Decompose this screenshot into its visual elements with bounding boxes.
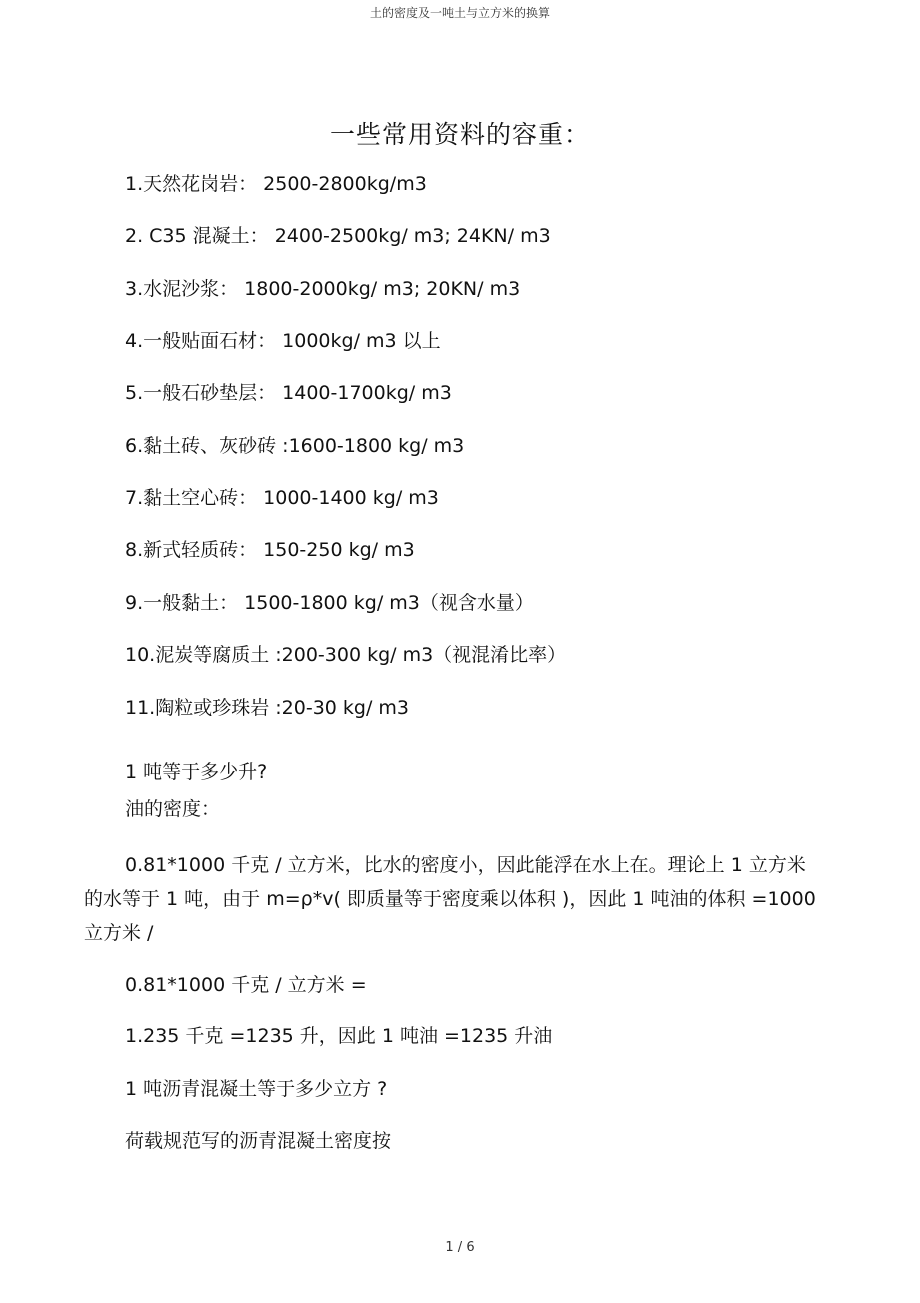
list-item: 6.黏土砖、灰砂砖 :1600-1800 kg/ m3 — [125, 435, 465, 457]
list-item: 2. C35 混凝土： 2400-2500kg/ m3; 24KN/ m3 — [125, 225, 551, 247]
list-item: 5.一般石砂垫层： 1400-1700kg/ m3 — [125, 382, 452, 404]
page-number: 1 / 6 — [445, 1240, 475, 1255]
list-item: 3.水泥沙浆： 1800-2000kg/ m3; 20KN/ m3 — [125, 278, 521, 300]
list-item: 11.陶粒或珍珠岩 :20-30 kg/ m3 — [125, 697, 410, 719]
list-item: 7.黏土空心砖： 1000-1400 kg/ m3 — [125, 487, 439, 509]
oil-density-paragraph: 0.81*1000 千克 / 立方米，比水的密度小，因此能浮在水上在。理论上 1 立方米的水等于 1 吨，由于 m=ρ*v( 即质量等于密度乘以体积 )，因此 1 吨油的体积 =1000 立方米 / — [84, 854, 816, 944]
question-heading: 1 吨沥青混凝土等于多少立方 ? — [125, 1078, 388, 1100]
page-header: 土的密度及一吨土与立方米的换算 — [369, 6, 550, 20]
list-item: 4.一般贴面石材： 1000kg/ m3 以上 — [125, 330, 441, 352]
question-heading: 1 吨等于多少升? — [125, 761, 268, 783]
calculation-line: 0.81*1000 千克 / 立方米 = — [125, 974, 367, 996]
asphalt-text: 荷载规范写的沥青混凝土密度按 — [125, 1130, 392, 1152]
oil-density-heading: 油的密度： — [125, 798, 221, 820]
list-item: 9.一般黏土： 1500-1800 kg/ m3（视含水量） — [125, 592, 534, 614]
list-item: 1.天然花岗岩： 2500-2800kg/m3 — [125, 173, 427, 195]
document-title: 一些常用资料的容重： — [329, 120, 590, 149]
list-item: 8.新式轻质砖： 150-250 kg/ m3 — [125, 539, 415, 561]
calculation-result: 1.235 千克 =1235 升，因此 1 吨油 =1235 升油 — [125, 1025, 553, 1047]
list-item: 10.泥炭等腐质土 :200-300 kg/ m3（视混淆比率） — [125, 644, 567, 666]
